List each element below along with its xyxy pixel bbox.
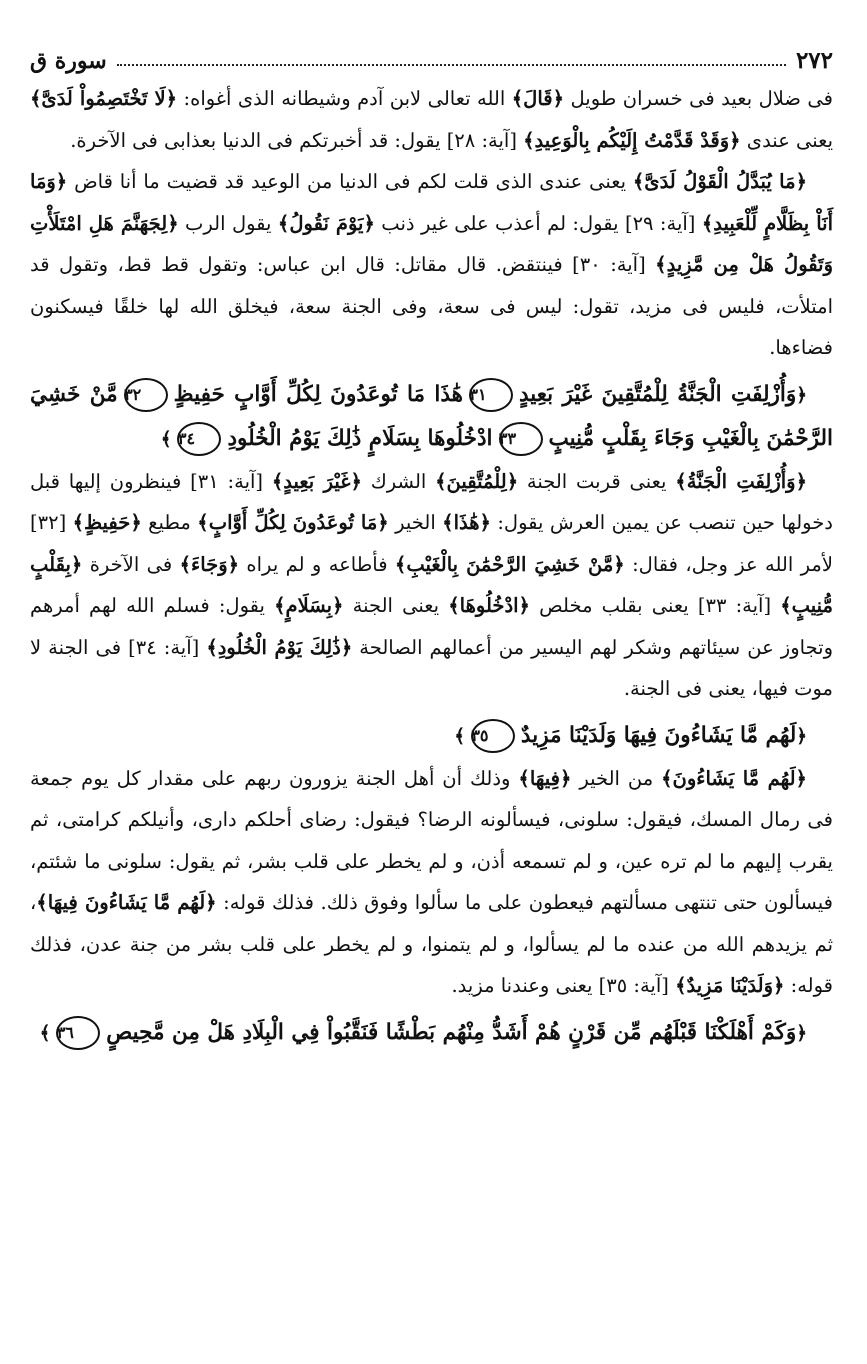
text: فى الآخرة	[82, 552, 180, 576]
verse-text: وَكَمْ أَهْلَكْنَا قَبْلَهُم مِّن قَرْنٍ هُمْ أَشَدُّ مِنْهُم بَطْشًا فَنَقَّبُواْ فِي الْبِلَادِ هَلْ مِن مَّحِيصٍ	[106, 1019, 797, 1045]
quran-verse-35	[30, 714, 833, 758]
text: يعنى عندى	[740, 128, 833, 152]
quran-quote: ﴿لِلْمُتَّقِينَ﴾	[435, 469, 519, 493]
quran-quote: ﴿وَمَا أَنَاْ بِظَلَّامٍ لِّلْعَبِيدِ﴾	[30, 170, 834, 235]
text: [٣٢] لأمر الله عز وجل، فقال:	[30, 511, 833, 576]
quran-quote: ﴿لَا تَخْتَصِمُواْ لَدَىَّ﴾	[30, 87, 178, 110]
text: وذلك أن أهل الجنة يزورون ربهم على مقدار كل يوم جمعة فى رمال المسك، فيقول: سلونى، فيسألونه الرضا؟ فيقول: رضاى أحلكم دارى، وأنيلكم كرامتى، ثم يقرب إليهم ما لم تره عين، و لم تسمعه أذن، و لم يخطر على قلب بشر، ثم يقول: سلونى ما شئتم، فيسألون حتى تنتهى مسألتهم فيعطون على ما سألوا وفوق ذلك. فذلك قوله:	[30, 766, 833, 914]
verse-number-marker: ٣٣	[499, 422, 543, 456]
header-dotted-leader	[117, 64, 786, 66]
verse-text: مَّنْ خَشِيَ الرَّحْمَٰنَ بِالْغَيْبِ وَجَاءَ بِقَلْبٍ مُّنِيبٍ	[30, 381, 833, 451]
text: [آية: ٣٣] يعنى بقلب مخلص	[529, 594, 781, 617]
quran-quote: ﴿مَا يُبَدَّلُ الْقَوْلُ لَدَىَّ﴾	[632, 170, 807, 193]
text: يعنى قربت الجنة	[518, 469, 676, 493]
commentary-paragraph-4	[30, 758, 833, 1007]
text: مطيع	[141, 511, 198, 534]
quran-quote: ﴿وَلَدَيْنَا مَزِيدٌ﴾	[675, 974, 785, 997]
text: فأطاعه و لم يراه	[239, 552, 395, 576]
quran-quote: ﴿وَجَاءَ﴾	[179, 552, 240, 576]
text: ، ثم يزيدهم الله من عنده ما لم يسألوا، و لم يتمنوا، و لم يخطر على قلب بشر من جنة عدن، فذلك قوله:	[30, 891, 833, 997]
text: فى ضلال بعيد فى خسران طويل	[564, 87, 833, 110]
text: [آية: ٣٠] فينتقض. قال مقاتل: قال ابن عباس: وتقول قط قط، وتقول قد امتلأت، فليس فى مزيد، تقول: ليس فى سعة، وفى الجنة سعة، فيخلق الله لها خلقًا فيسكنون فضاءها.	[30, 253, 833, 359]
text: [آية: ٢٨] يقول: قد أخبرتكم فى الدنيا بعذابى فى الآخرة.	[70, 128, 524, 152]
quran-quote: ﴿بِقَلْبٍ مُّنِيبٍ﴾	[30, 552, 834, 617]
quran-quote: ﴿فِيهَا﴾	[518, 766, 572, 790]
commentary-paragraph-2	[30, 161, 833, 369]
quran-quote: ﴿وَأُزْلِفَتِ الْجَنَّةُ﴾	[675, 469, 808, 493]
quran-quote: ﴿مَّنْ خَشِيَ الرَّحْمَٰنَ بِالْغَيْبِ﴾	[394, 552, 625, 576]
text: من الخير	[571, 766, 662, 790]
verse-bracket-open: ﴿	[796, 725, 807, 747]
sura-title: سورة ق	[30, 48, 107, 74]
verse-number-marker: ٣٤	[177, 422, 221, 456]
quran-quote: ﴿حَفِيظٍ﴾	[72, 511, 142, 534]
commentary-paragraph-3	[30, 461, 833, 710]
quran-quote: ﴿يَوْمَ نَقُولُ﴾	[277, 211, 375, 235]
page-header	[30, 38, 833, 74]
verse-bracket-close: ﴾	[160, 428, 172, 450]
quran-quote: ﴿مَا تُوعَدُونَ لِكُلِّ أَوَّابٍ﴾	[197, 511, 389, 534]
quran-quote: ﴿لَهُم مَّا يَشَاءُونَ فِيهَا﴾	[36, 891, 217, 914]
verse-bracket-close: ﴾	[454, 725, 465, 747]
book-page	[30, 38, 833, 1356]
quran-quote: ﴿بِسَلَامٍ﴾	[274, 594, 344, 617]
quran-quote: ﴿غَيْرَ بَعِيدٍ﴾	[271, 469, 362, 493]
text: [آية: ٣٤] فى الجنة لا موت فيها، يعنى فى الجنة.	[30, 635, 833, 700]
text: الله تعالى لابن آدم وشيطانه الذى أغواه:	[177, 87, 512, 110]
quran-quote: ﴿لَهُم مَّا يَشَاءُونَ﴾	[661, 766, 807, 790]
text: يعنى عندى الذى قلت لكم فى الدنيا من الوعيد قد قضيت ما أنا قاض	[67, 170, 633, 193]
quran-quote: ﴿ذَٰلِكَ يَوْمُ الْخُلُودِ﴾	[206, 635, 353, 659]
quran-quote: ﴿قَالَ﴾	[511, 87, 565, 110]
text: يقول: فسلم الله لهم أمرهم وتجاوز عن سيئاتهم وشكر لهم اليسير من أعمالهم الصالحة	[30, 594, 834, 659]
verse-number-marker: ٣٥	[471, 719, 515, 753]
text: [آية: ٣١] فينظرون إليها قبل دخولها حين تنصب عن يمين العرش يقول:	[30, 469, 833, 534]
verse-number-marker: ٣٢	[124, 378, 168, 412]
text: الشرك	[361, 469, 436, 493]
quran-verse-36	[30, 1011, 833, 1055]
verse-text: هَٰذَا مَا تُوعَدُونَ لِكُلِّ أَوَّابٍ حَفِيظٍ	[173, 381, 463, 407]
verse-text: لَهُم مَّا يَشَاءُونَ فِيهَا وَلَدَيْنَا مَزِيدٌ	[520, 722, 797, 748]
text: يقول الرب	[178, 211, 278, 235]
verse-text: وَأُزْلِفَتِ الْجَنَّةُ لِلْمُتَّقِينَ غَيْرَ بَعِيدٍ	[519, 381, 797, 407]
verse-number-marker: ٣١	[469, 378, 513, 412]
text: الخير	[388, 511, 443, 534]
text: [آية: ٢٩] يقول: لم أعذب على غير ذنب	[374, 211, 702, 235]
quran-quote: ﴿لِجَهَنَّمَ هَلِ امْتَلَأْتِ وَتَقُولُ هَلْ مِن مَّزِيدٍ﴾	[30, 211, 833, 276]
verse-bracket-open: ﴿	[796, 1022, 807, 1044]
commentary-paragraph-1	[30, 78, 833, 161]
verse-bracket-close: ﴾	[39, 1022, 51, 1044]
page-number: ٢٧٢	[795, 47, 833, 74]
text: يعنى الجنة	[343, 594, 449, 617]
quran-quote: ﴿وَقَدْ قَدَّمْتُ إِلَيْكُم بِالْوَعِيدِ﴾	[523, 128, 741, 152]
quran-verses-31-34	[30, 373, 833, 461]
text: [آية: ٣٥] يعنى وعندنا مزيد.	[451, 974, 676, 997]
verse-text: ادْخُلُوهَا بِسَلَامٍ ذَٰلِكَ يَوْمُ الْخُلُودِ	[227, 425, 493, 451]
verse-bracket-open: ﴿	[796, 384, 807, 406]
verse-number-marker: ٣٦	[56, 1016, 100, 1050]
quran-quote: ﴿هَٰذَا﴾	[442, 511, 491, 534]
quran-quote: ﴿ادْخُلُوهَا﴾	[448, 594, 530, 617]
